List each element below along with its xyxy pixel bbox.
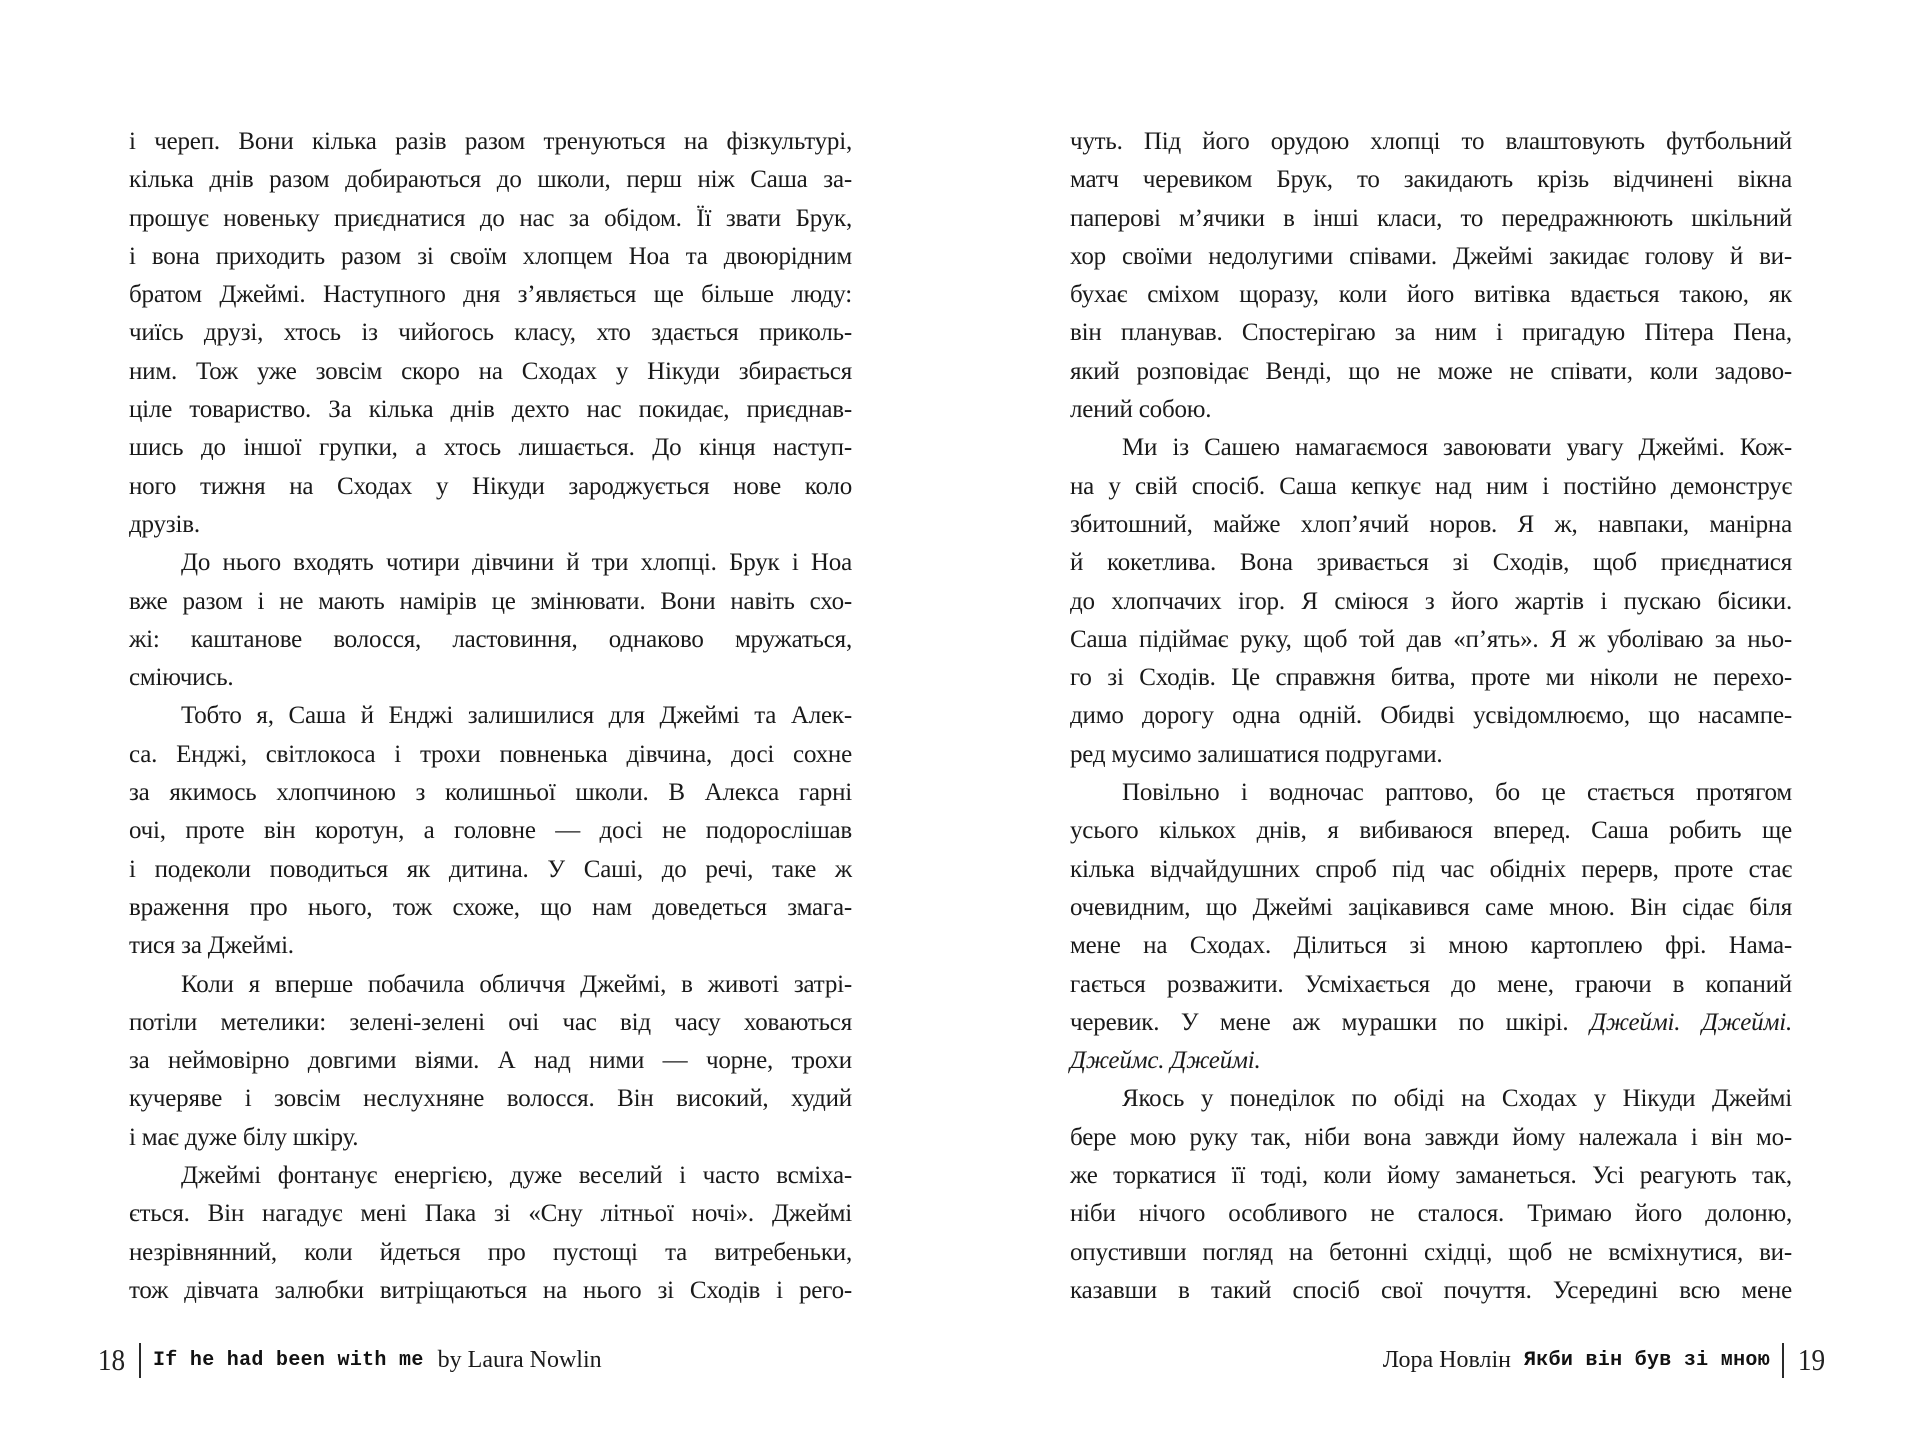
text-line: і подеколи поводиться як дитина. У Саші, до речі, таке ж <box>129 855 852 883</box>
text-line: паперові м’ячики в інші класи, то передражнюють шкільний <box>1070 204 1792 232</box>
text-line: і має дуже білу шкіру. <box>129 1123 359 1151</box>
text-line: й кокетлива. Вона зривається зі Сходів, щоб приєднатися <box>1070 549 1792 577</box>
text-line: ціле товариство. За кілька днів дехто нас покидає, приєднав- <box>129 396 852 424</box>
text-line: го зі Сходів. Це справжня битва, проте ми ніколи не перехо- <box>1070 664 1792 692</box>
text-line: хор своїми недолугими співами. Джеймі закидає голову й ви- <box>1070 242 1792 270</box>
text-line: жі: каштанове волосся, ластовиння, однаково мружаться, <box>129 625 852 653</box>
text-line: бере мою руку так, ніби вона завжди йому належала і він мо- <box>1070 1123 1792 1151</box>
text-line: ред мусимо залишатися подругами. <box>1070 740 1443 768</box>
text-line: до хлопчачих ігор. Я сміюся з його жартів і пускаю бісики. <box>1070 587 1792 615</box>
text-line: кучеряве і зовсім неслухняне волосся. Він високий, худий <box>129 1085 852 1113</box>
text-line: Джеймі фонтанує енергією, дуже веселий і часто всміха- <box>181 1162 852 1190</box>
text-line: кілька днів разом добираються до школи, перш ніж Саша за- <box>129 166 852 194</box>
text-line: казавши в такий спосіб свої почуття. Усередині всю мене <box>1070 1276 1792 1304</box>
text-line: Ми із Сашею намагаємося завоювати увагу Джеймі. Кож- <box>1122 434 1792 462</box>
left-page-footer <box>96 1336 602 1384</box>
text-line: гається розважити. Усміхається до мене, граючи в копаний <box>1070 970 1792 998</box>
text-line: Тобто я, Саша й Енджі залишилися для Джеймі та Алек- <box>181 702 852 730</box>
text-line: і череп. Вони кілька разів разом тренуються на фізкультурі, <box>129 128 852 155</box>
text-line: лений собою. <box>1070 396 1212 424</box>
right-page-text <box>1070 123 1792 1310</box>
text-line: матч черевиком Брук, то закидають крізь відчинені вікна <box>1070 166 1792 194</box>
text-line: очевидним, що Джеймі зацікавився саме мною. Він сідає біля <box>1070 893 1792 921</box>
text-line: чуть. Під його орудою хлопці то влаштовують футбольний <box>1070 128 1792 155</box>
text-line: димо дорогу одна одній. Обидві усвідомлюємо, що насампе- <box>1070 702 1792 730</box>
text-line: друзів. <box>129 510 200 538</box>
text-line: черевик. У мене аж мурашки по шкірі. Джеймі. Джеймі. <box>1070 1008 1793 1036</box>
page-number-left: 18 <box>97 1342 126 1377</box>
text-line: вже разом і не мають намірів це змінювати. Вони навіть схо- <box>129 587 852 615</box>
text-line: бухає сміхом щоразу, коли його витівка вдається такою, як <box>1070 281 1792 309</box>
text-line: ним. Тож уже зовсім скоро на Сходах у Нікуди збирається <box>129 357 852 385</box>
text-line: До нього входять чотири дівчини й три хлопці. Брук і Ноа <box>181 549 852 577</box>
text-line: незрівнянний, коли йдеться про пустощі та витребеньки, <box>129 1238 852 1266</box>
text-line: він планував. Спостерігаю за ним і пригадую Пітера Пена, <box>1070 319 1792 347</box>
text-line: очі, проте він коротун, а головне — досі не подорослішав <box>129 817 852 845</box>
text-line: братом Джеймі. Наступного дня з’являється ще більше люду: <box>129 281 852 309</box>
text-line: ється. Він нагадує мені Пака зі «Сну літньої ночі». Джеймі <box>129 1200 852 1228</box>
page-number-right: 19 <box>1797 1342 1826 1377</box>
text-line: опустивши погляд на бетонні східці, щоб не всміхнутися, ви- <box>1070 1238 1792 1266</box>
text-line: мене на Сходах. Ділиться зі мною картоплею фрі. Нама- <box>1070 932 1792 960</box>
author-byline: by Laura Nowlin <box>437 1346 602 1373</box>
text-line: тися за Джеймі. <box>129 932 294 960</box>
text-line: сміючись. <box>129 664 234 692</box>
text-line: са. Енджі, світлокоса і трохи повненька дівчина, досі сохне <box>129 740 852 768</box>
text-line: же торкатися її тоді, коли йому заманеться. Усі реагують так, <box>1070 1162 1792 1190</box>
text-line: Коли я вперше побачила обличчя Джеймі, в животі затрі- <box>181 970 852 998</box>
text-line: який розповідає Венді, що не може не співати, коли задово- <box>1070 357 1792 385</box>
text-line: враження про нього, тож схоже, що нам доведеться змага- <box>129 893 852 921</box>
text-line: за якимось хлопчиною з колишньої школи. В Алекса гарні <box>129 779 852 807</box>
text-line: ного тижня на Сходах у Нікуди зароджується нове коло <box>129 472 852 500</box>
text-line: потіли метелики: зелені-зелені очі час від часу ховаються <box>129 1008 852 1036</box>
text-line: збитошний, майже хлоп’ячий норов. Я ж, навпаки, манірна <box>1070 510 1792 538</box>
text-line: Джеймс. Джеймі. <box>1070 1047 1261 1075</box>
text-line: Повільно і водночас раптово, бо це стається протягом <box>1122 779 1792 807</box>
text-line: усього кількох днів, я вибиваюся вперед. Саша робить ще <box>1070 817 1792 845</box>
right-page-footer <box>1383 1336 1827 1384</box>
text-line: прошує новеньку приєднатися до нас за обідом. Її звати Брук, <box>129 204 852 232</box>
author-name-ukrainian: Лора Новлін <box>1382 1346 1511 1373</box>
text-line: шись до іншої групки, а хтось лишається. До кінця наступ- <box>129 434 852 462</box>
footer-divider <box>1782 1343 1784 1378</box>
text-line: за неймовірно довгими віями. А над ними — чорне, трохи <box>129 1047 852 1075</box>
text-line: ніби нічого особливого не сталося. Тримаю його долоню, <box>1070 1200 1792 1228</box>
text-line: тож дівчата залюбки витріщаються на нього зі Сходів і рего- <box>129 1276 852 1304</box>
text-line: кілька відчайдушних спроб під час обідніх перерв, проте стає <box>1070 855 1792 883</box>
book-title-ukrainian: Якби він був зі мною <box>1523 1348 1770 1372</box>
text-line: Саша підіймає руку, щоб той дав «п’ять». Я ж уболіваю за ньо- <box>1070 625 1792 653</box>
text-line: і вона приходить разом зі своїм хлопцем Ноа та двоюрідним <box>129 242 852 270</box>
footer-divider <box>139 1343 141 1378</box>
book-title-english: If he had been with me <box>153 1348 424 1372</box>
text-line: чиїсь друзі, хтось із чийогось класу, хто здається приколь- <box>129 319 852 347</box>
text-line: Якось у понеділок по обіді на Сходах у Нікуди Джеймі <box>1122 1085 1792 1113</box>
left-page-text <box>129 123 852 1310</box>
text-line: на у свій спосіб. Саша кепкує над ним і постійно демонструє <box>1070 472 1792 500</box>
